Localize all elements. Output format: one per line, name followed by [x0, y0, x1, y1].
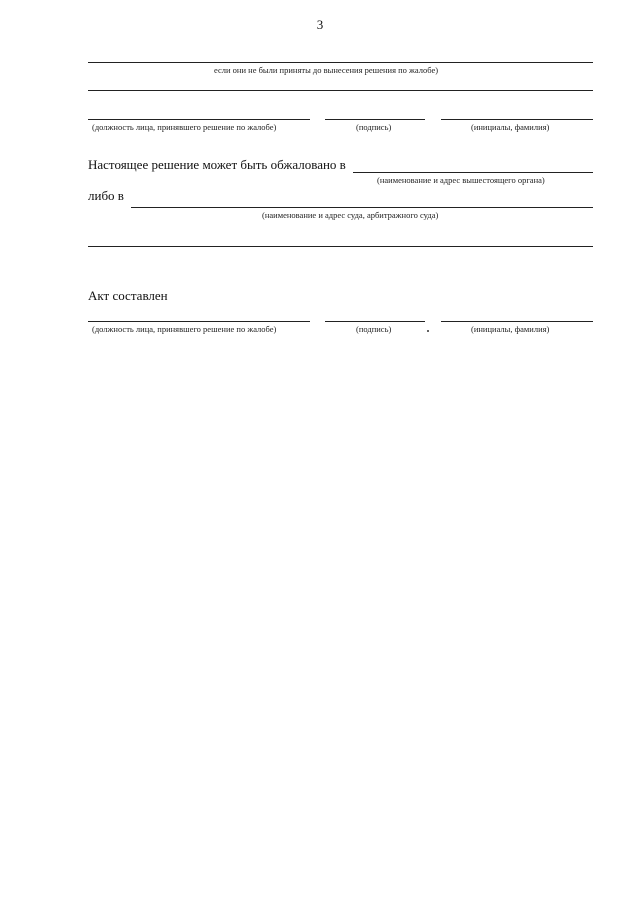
blank-line-2 — [88, 246, 593, 247]
appeal-line-2 — [131, 207, 593, 208]
top-note-caption: если они не были приняты до вынесения решения по жалобе) — [214, 65, 439, 75]
appeal-caption-1: (наименование и адрес вышестоящего органа) — [377, 175, 545, 185]
name-caption-2: (инициалы, фамилия) — [471, 324, 550, 334]
signature-caption-1: (подпись) — [356, 122, 392, 132]
name-line-2 — [441, 321, 593, 322]
name-line-1 — [441, 119, 593, 120]
blank-line-1 — [88, 90, 593, 91]
appeal-text-1: Настоящее решение может быть обжаловано в — [88, 157, 346, 172]
position-line-2 — [88, 321, 310, 322]
signature-caption-2: (подпись) — [356, 324, 392, 334]
scan-speck — [427, 330, 429, 332]
appeal-caption-2: (наименование и адрес суда, арбитражного суда) — [262, 210, 439, 220]
signature-line-2 — [325, 321, 425, 322]
position-line-1 — [88, 119, 310, 120]
position-caption-2: (должность лица, принявшего решение по жалобе) — [92, 324, 277, 334]
position-caption-1: (должность лица, принявшего решение по жалобе) — [92, 122, 277, 132]
appeal-line-1 — [353, 172, 593, 173]
name-caption-1: (инициалы, фамилия) — [471, 122, 550, 132]
page-number: 3 — [316, 17, 324, 32]
signature-line-1 — [325, 119, 425, 120]
top-note-line — [88, 62, 593, 63]
appeal-text-2: либо в — [88, 188, 124, 203]
act-title: Акт составлен — [88, 288, 168, 303]
